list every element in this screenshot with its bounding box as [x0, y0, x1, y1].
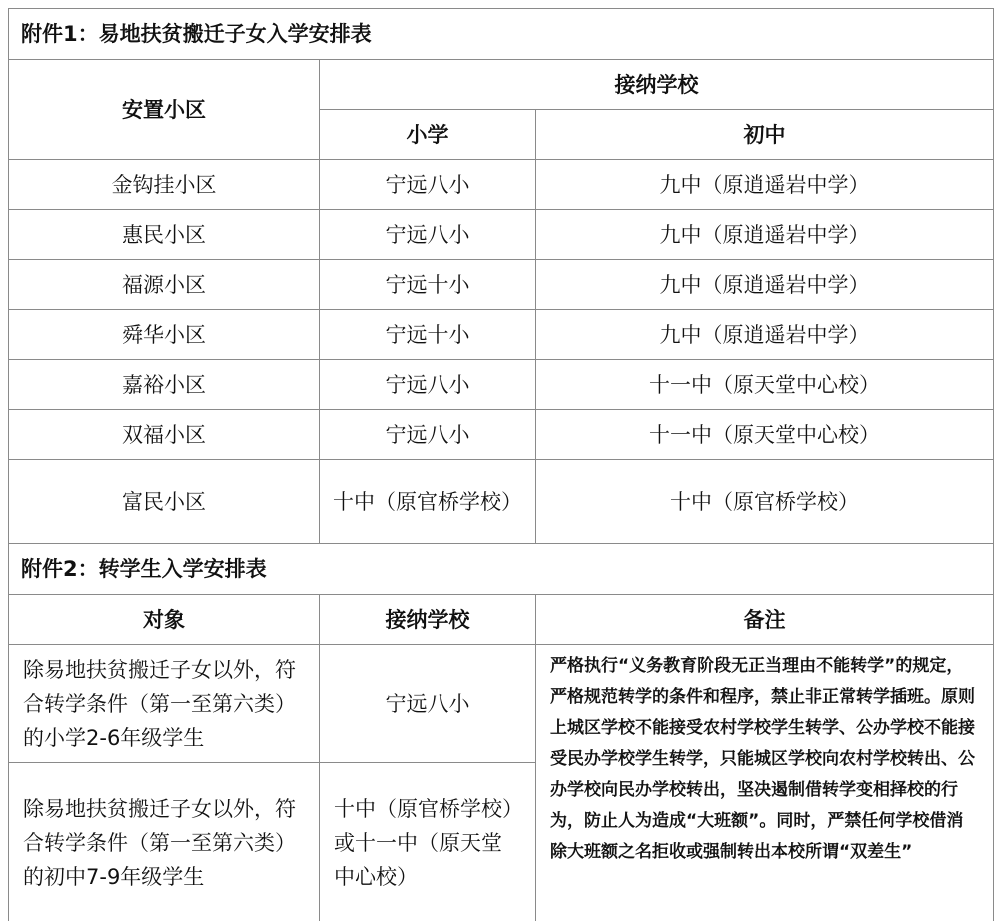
- target-cell: 除易地扶贫搬迁子女以外，符合转学条件（第一至第六类）的小学2-6年级学生: [9, 645, 320, 763]
- transfer-policy-note: 严格执行“义务教育阶段无正当理由不能转学”的规定，严格规范转学的条件和程序，禁止非正常转学插班。原则上城区学校不能接受农村学校学生转学、公办学校不能接受民办学校学生转学，只能城区学校向农村学校转出、公办学校向民办学校转出，坚决遏制借转学变相择校的行为，防止人为造成“大班额”。同时，严禁任何学校借消除大班额之名拒收或强制转出本校所谓“双差生”: [550, 656, 975, 862]
- table-row: [9, 410, 994, 460]
- table2-title: 附件2：转学生入学安排表: [9, 544, 994, 595]
- table2-title-row: [9, 544, 994, 595]
- header-community: 安置小区: [9, 60, 320, 160]
- table-row: [9, 360, 994, 410]
- table-row: [9, 210, 994, 260]
- header-receiving-school: 接纳学校: [320, 595, 536, 645]
- primary-school-cell: 宁远八小: [320, 210, 536, 260]
- table-row: [9, 460, 994, 544]
- note-cell: [536, 645, 994, 921]
- middle-school-cell: 十一中（原天堂中心校）: [536, 410, 994, 460]
- community-cell: 双福小区: [9, 410, 320, 460]
- header-receiving-school: 接纳学校: [320, 60, 994, 110]
- table1-header-row: [9, 60, 994, 110]
- middle-school-cell: 十中（原官桥学校）: [536, 460, 994, 544]
- community-cell: 舜华小区: [9, 310, 320, 360]
- table2-header-row: [9, 595, 994, 645]
- middle-school-cell: 九中（原逍遥岩中学）: [536, 260, 994, 310]
- table-row: [9, 160, 994, 210]
- community-cell: 嘉裕小区: [9, 360, 320, 410]
- table-row: [9, 310, 994, 360]
- middle-school-cell: 九中（原逍遥岩中学）: [536, 310, 994, 360]
- enrollment-tables: [8, 8, 994, 921]
- primary-school-cell: 十中（原官桥学校）: [320, 460, 536, 544]
- primary-school-cell: 宁远十小: [320, 310, 536, 360]
- table-row: [9, 645, 994, 763]
- header-primary: 小学: [320, 110, 536, 160]
- table1-title-row: [9, 9, 994, 60]
- community-cell: 富民小区: [9, 460, 320, 544]
- community-cell: 金钩挂小区: [9, 160, 320, 210]
- receiving-school-cell: 十中（原官桥学校）或十一中（原天堂中心校）: [320, 763, 536, 921]
- receiving-school-cell: 宁远八小: [320, 645, 536, 763]
- header-middle: 初中: [536, 110, 994, 160]
- primary-school-cell: 宁远八小: [320, 160, 536, 210]
- primary-school-cell: 宁远十小: [320, 260, 536, 310]
- community-cell: 福源小区: [9, 260, 320, 310]
- header-note: 备注: [536, 595, 994, 645]
- target-cell: 除易地扶贫搬迁子女以外，符合转学条件（第一至第六类）的初中7-9年级学生: [9, 763, 320, 921]
- middle-school-cell: 十一中（原天堂中心校）: [536, 360, 994, 410]
- table1-title: 附件1：易地扶贫搬迁子女入学安排表: [9, 9, 994, 60]
- primary-school-cell: 宁远八小: [320, 410, 536, 460]
- header-target: 对象: [9, 595, 320, 645]
- middle-school-cell: 九中（原逍遥岩中学）: [536, 210, 994, 260]
- community-cell: 惠民小区: [9, 210, 320, 260]
- table-row: [9, 260, 994, 310]
- middle-school-cell: 九中（原逍遥岩中学）: [536, 160, 994, 210]
- primary-school-cell: 宁远八小: [320, 360, 536, 410]
